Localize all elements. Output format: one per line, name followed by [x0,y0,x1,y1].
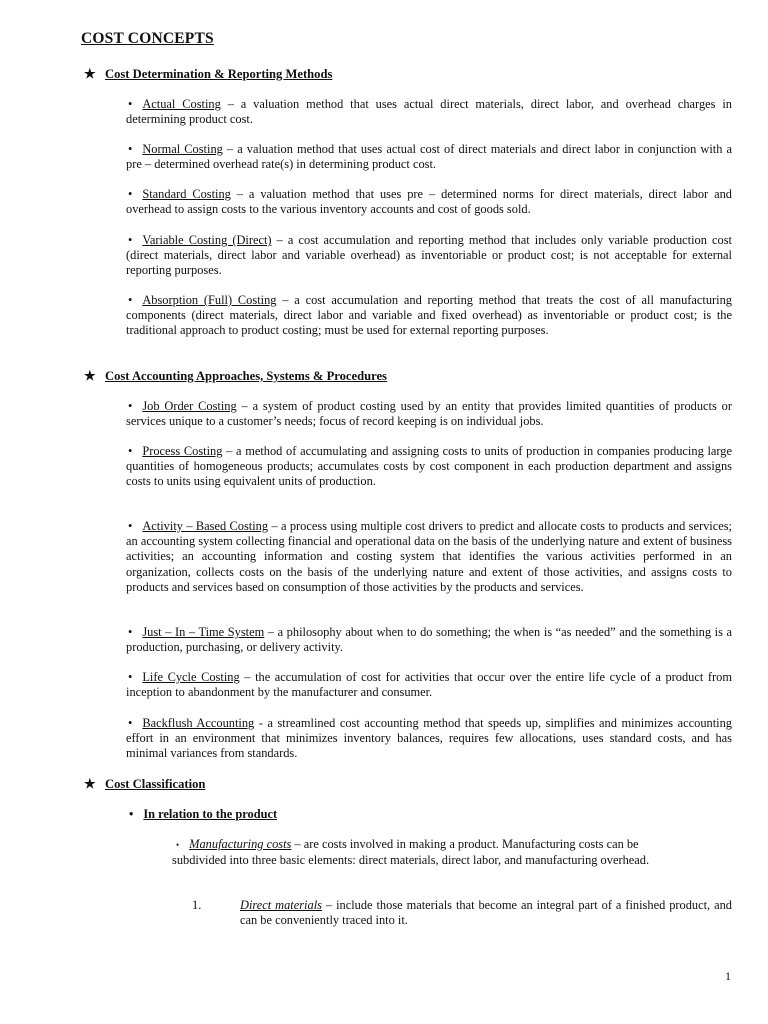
bullet-icon: • [128,97,133,111]
sub-list-item: • Manufacturing costs – are costs involved in making a product. Manufacturing costs can be subdivided into three basic elements: direct materials, direct labor, and manufacturing overhead. [172,837,650,868]
term: Variable Costing (Direct) [142,233,272,247]
term: Actual Costing [142,97,221,111]
page-title: COST CONCEPTS [81,30,214,47]
list-item: • Life Cycle Costing – the accumulation of cost for activities that occur over the entire life cycle of a product from inception to abandonment by the manufacturer and consumer. [126,670,732,700]
term: Backflush Accounting [142,716,255,730]
term: Activity – Based Costing [142,519,269,533]
list-item: • Variable Costing (Direct) – a cost accumulation and reporting method that includes only variable production cost (direct materials, direct labor and variable overhead) as inventoriable or product cost; is not acceptable for external reporting purposes. [126,233,732,278]
bullet-icon: • [128,625,133,639]
list-item: • Just – In – Time System – a philosophy about when to do something; the when is “as needed” and the something is a production, purchasing, or delivery activity. [126,625,732,655]
term: Manufacturing costs [189,837,292,851]
star-icon: ★ [84,368,96,383]
term: Normal Costing [142,142,223,156]
bullet-icon: • [128,716,133,730]
term: Life Cycle Costing [142,670,240,684]
term: Absorption (Full) Costing [142,293,277,307]
list-item: • Process Costing – a method of accumulating and assigning costs to units of production in companies producing large quantities of homogeneous products; accumulates costs by cost component in each production department and assigns costs to units using equivalent units of production. [126,444,732,489]
bullet-icon: • [128,444,133,458]
term: Direct materials [240,898,322,912]
bullet-icon: • [129,807,134,821]
bullet-icon: • [128,233,133,247]
item-number: 1. [192,898,202,912]
list-item: • Standard Costing – a valuation method that uses pre – determined norms for direct materials, direct labor and overhead to assign costs to the various inventory accounts and cost of goods sold. [126,187,732,217]
bullet-icon: • [128,399,133,413]
section-heading-cost-accounting-approaches: ★ Cost Accounting Approaches, Systems & Procedures [84,368,387,383]
bullet-icon: • [176,840,180,850]
bullet-icon: • [128,519,133,533]
term: Job Order Costing [142,399,237,413]
term: Standard Costing [142,187,231,201]
star-icon: ★ [84,66,96,81]
list-item: • Backflush Accounting - a streamlined cost accounting method that speeds up, simplifies and minimizes accounting effort in an environment that minimizes inventory balances, requires few allocations, uses standard costs, and has minimal variances from standards. [126,716,732,761]
section-heading-cost-determination: ★ Cost Determination & Reporting Methods [84,66,333,81]
list-item: • Job Order Costing – a system of product costing used by an entity that provides limited quantities of products or services unique to a customer’s needs; focus of record keeping is on individual jobs. [126,399,732,429]
star-icon: ★ [84,776,96,791]
list-item: • Actual Costing – a valuation method that uses actual direct materials, direct labor, and overhead charges in determining product cost. [126,97,732,127]
section-heading-cost-classification: ★ Cost Classification [84,776,206,791]
sub-heading-in-relation-to-product: • In relation to the product [129,807,278,821]
term: Just – In – Time System [142,625,265,639]
bullet-icon: • [128,142,133,156]
page-number: 1 [725,969,731,983]
numbered-item: 1. Direct materials – include those materials that become an integral part of a finished product, and can be conveniently traced into it. [192,898,732,928]
bullet-icon: • [128,187,133,201]
list-item: • Activity – Based Costing – a process using multiple cost drivers to predict and allocate costs to products and services; an accounting system collecting financial and operational data on the basis of the underlying nature and extent of business activities; an accounting information and costing system that identifies the various activities performed in an organization, collects costs on the basis of the underlying nature and extent of those activities, and assigns costs to products and services based on consumption of those activities by the products and services. [126,519,733,594]
bullet-icon: • [128,670,133,684]
list-item: • Absorption (Full) Costing – a cost accumulation and reporting method that treats the cost of all manufacturing components (direct materials, direct labor and variable and fixed overhead) as inventoriable or product cost; is the traditional approach to product costing; must be used for external reporting purposes. [126,293,732,338]
list-item: • Normal Costing – a valuation method that uses actual cost of direct materials and direct labor in conjunction with a pre – determined overhead rate(s) in determining product cost. [126,142,732,172]
bullet-icon: • [128,293,133,307]
term: Process Costing [142,444,223,458]
